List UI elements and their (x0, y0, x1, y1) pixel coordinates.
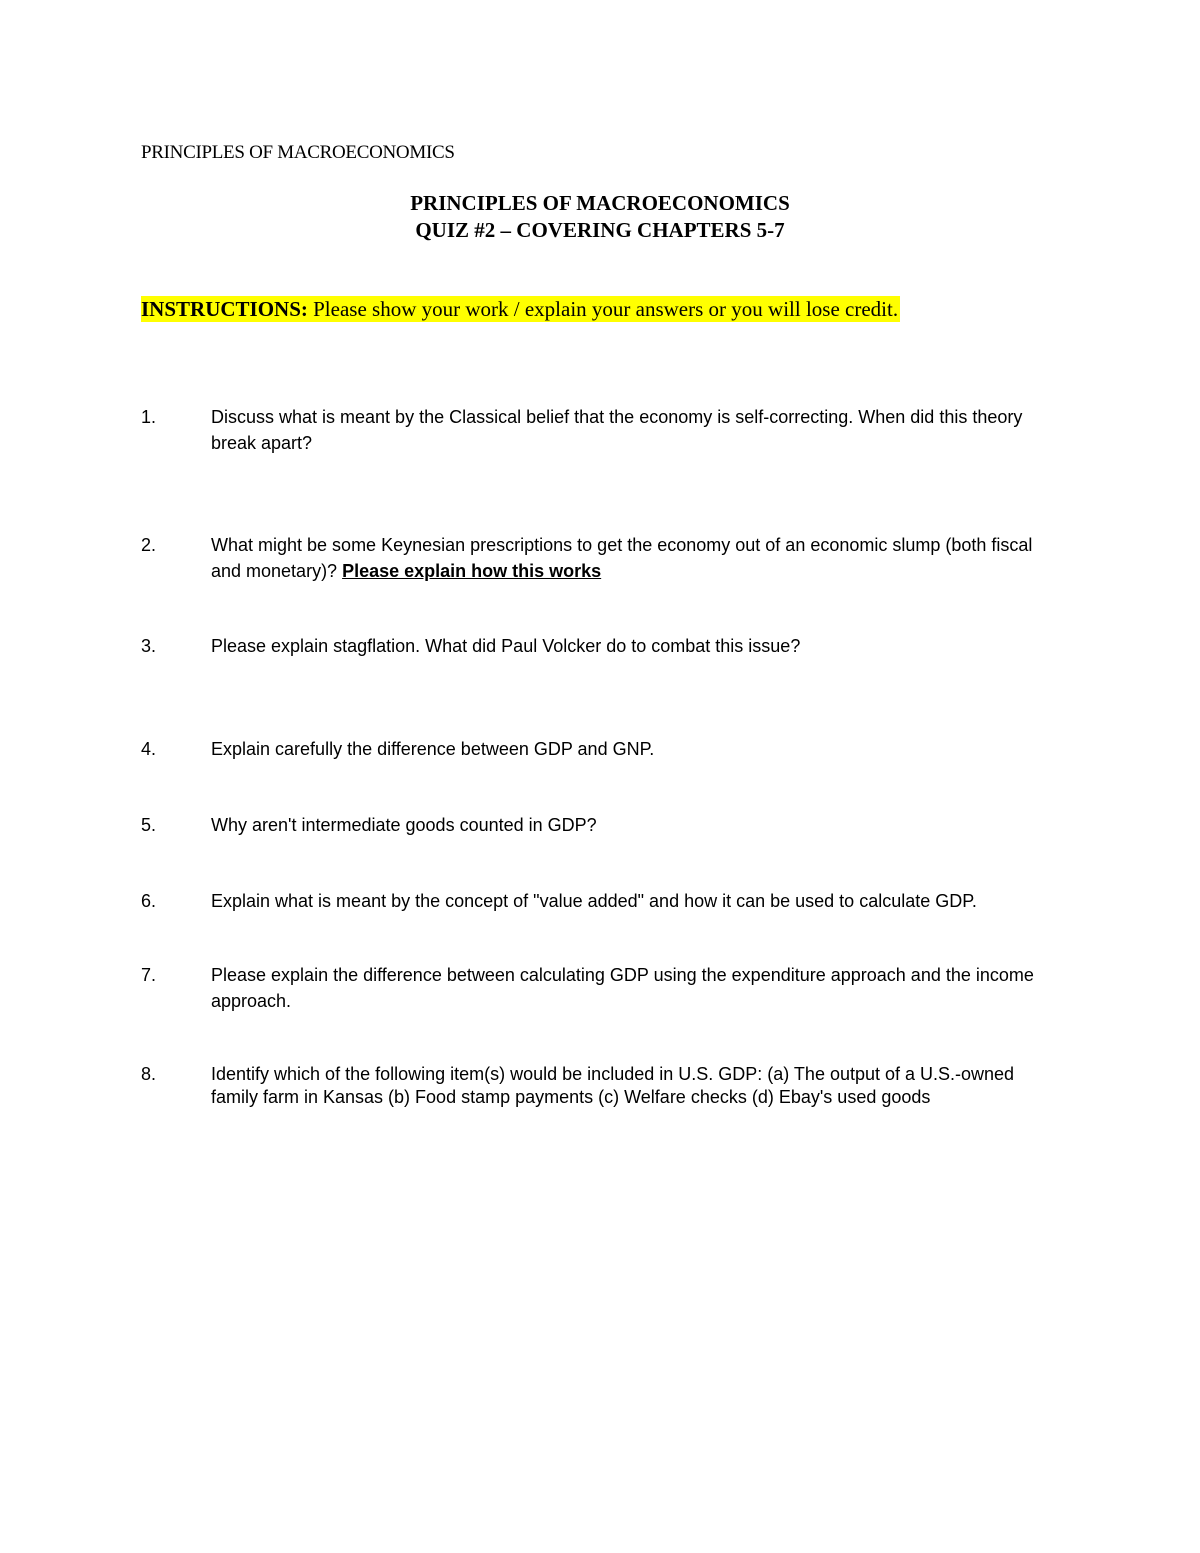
course-header-label: PRINCIPLES OF MACROECONOMICS (141, 142, 455, 163)
question-number: 5. (141, 815, 157, 835)
question-item (141, 633, 1061, 659)
question-text: Identify which of the following item(s) would be included in U.S. GDP: (a) The output of a U.S.-owned family farm in Kansas (b) Food stamp payments (c) Welfare checks (d) Ebay's used goods (211, 1064, 1015, 1107)
question-number: 2. (141, 535, 157, 555)
question-number: 7. (141, 965, 157, 985)
question-item (141, 1063, 1061, 1109)
question-item (141, 888, 1061, 914)
question-emphasis: Please explain how this works (342, 561, 602, 581)
instructions-text: Please show your work / explain your answers or you will lose credit. (307, 297, 899, 321)
question-text (211, 532, 1061, 584)
question-number: 8. (141, 1064, 157, 1084)
question-item (141, 962, 1061, 1014)
question-number: 6. (141, 891, 157, 911)
question-item (141, 736, 1061, 762)
instructions-highlight (141, 296, 900, 322)
question-number: 1. (141, 407, 157, 427)
question-text: Explain what is meant by the concept of "value added" and how it can be used to calculate GDP. (211, 891, 977, 911)
question-number: 4. (141, 739, 157, 759)
title-quiz-subtitle: QUIZ #2 – COVERING CHAPTERS 5-7 (415, 218, 785, 242)
instructions-label: INSTRUCTIONS: (141, 297, 308, 321)
question-text: Please explain stagflation. What did Paul Volcker do to combat this issue? (211, 636, 801, 656)
question-text: Discuss what is meant by the Classical belief that the economy is self-correcting. When did this theory break apart? (211, 407, 1023, 453)
question-item (141, 812, 1061, 838)
question-text: Why aren't intermediate goods counted in GDP? (211, 815, 597, 835)
question-item (141, 532, 1061, 584)
question-number: 3. (141, 636, 157, 656)
document-title (0, 190, 1200, 244)
question-text: Explain carefully the difference between GDP and GNP. (211, 739, 655, 759)
question-text: Please explain the difference between calculating GDP using the expenditure approach and the income approach. (211, 965, 1034, 1011)
question-text-main: What might be some Keynesian prescriptions to get the economy out of an economic slump (both fiscal and monetary)? (211, 535, 1033, 581)
title-course-name: PRINCIPLES OF MACROECONOMICS (410, 191, 790, 215)
question-item (141, 404, 1061, 456)
